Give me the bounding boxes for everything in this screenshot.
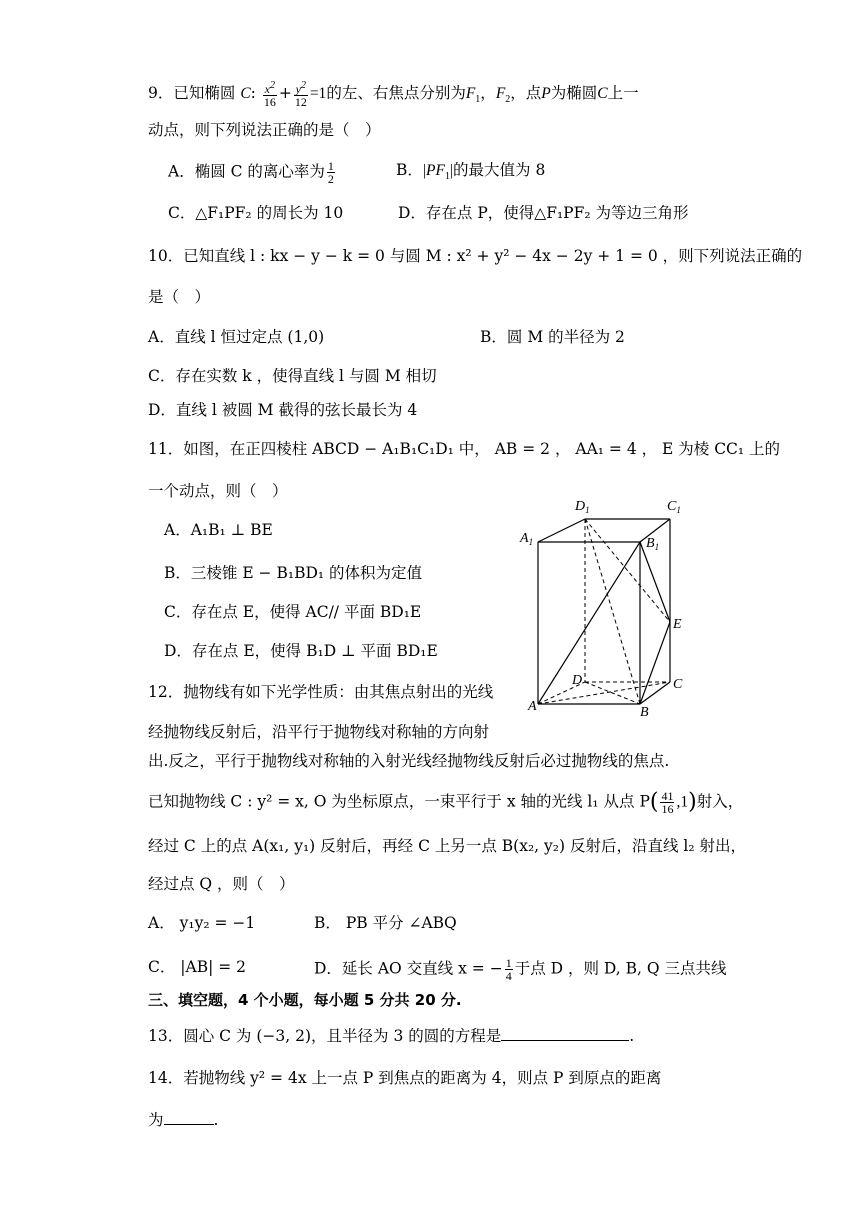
- q13-stem: 13．圆心 C 为 (−3, 2)，且半径为 3 的圆的方程是 .: [148, 1027, 635, 1045]
- q9-opt-a: A．椭圆 C 的离心率为 $\frac{1}{2}$: [168, 159, 334, 186]
- q10-opt-b: B．圆 M 的半径为 2: [480, 328, 625, 346]
- q12-opt-d: D．延长 AO 交直线 x = − $\frac{1}{4}$ 于点 D ，则 D, B, Q 三点共线: [314, 956, 727, 983]
- section-3-heading: 三、填空题，4 个小题，每小题 5 分共 20 分.: [148, 991, 462, 1009]
- label-b: B: [640, 705, 649, 720]
- q11-opt-a: A．A₁B₁ ⊥ BE: [164, 521, 273, 539]
- edge-a1d1: [538, 519, 585, 542]
- label-b1: $B_1$: [646, 536, 660, 552]
- q11-stem: 11．如图，在正四棱柱 ABCD − A₁B₁C₁D₁ 中， AB = 2 ， AA₁ = 4 ， E 为棱 CC₁ 上的: [148, 440, 781, 458]
- label-a1: $A_1$: [520, 531, 534, 547]
- label-c: C: [673, 677, 683, 692]
- q14-answer-blank[interactable]: [164, 1110, 214, 1125]
- label-e: E: [673, 617, 682, 632]
- label-d: D: [572, 673, 583, 688]
- frac-y2-12: $\frac{y^2}{12}$: [294, 80, 307, 109]
- q9-opt-d: D．存在点 P，使得△F₁PF₂ 为等边三角形: [398, 204, 689, 222]
- q12-line6: 经过点 Q ，则（ ）: [148, 875, 295, 893]
- q13-answer-blank[interactable]: [501, 1026, 629, 1041]
- label-a: A: [528, 699, 537, 714]
- q10-stem: 10．已知直线 l : kx − y − k = 0 与圆 M : x² + y² − 4x − 2y + 1 = 0 ，则下列说法正确的: [148, 247, 803, 265]
- q11-line2: 一个动点，则（ ）: [148, 482, 288, 500]
- q12-opt-c: C． |AB| = 2: [148, 958, 247, 976]
- q10-opt-c: C．存在实数 k ，使得直线 l 与圆 M 相切: [148, 367, 437, 385]
- q12-line5: 经过 C 上的点 A(x₁, y₁) 反射后，再经 C 上另一点 B(x₂, y₂) 反射后，沿直线 l₂ 射出，: [148, 837, 746, 855]
- label-d1: $D_1$: [575, 499, 590, 515]
- edge-db-hidden: [585, 682, 640, 704]
- edge-be: [640, 622, 670, 704]
- q11-opt-c: C．存在点 E，使得 AC// 平面 BD₁E: [164, 603, 422, 621]
- label-c1: $C_1$: [667, 499, 681, 515]
- q11-opt-d: D．存在点 E，使得 B₁D ⊥ 平面 BD₁E: [164, 642, 438, 660]
- q12-line1: 12．抛物线有如下光学性质：由其焦点射出的光线: [148, 683, 494, 701]
- q12-line3: 出.反之，平行于抛物线对称轴的入射光线经抛物线反射后必过抛物线的焦点.: [148, 752, 670, 770]
- q11-opt-b: B．三棱锥 E − B₁BD₁ 的体积为定值: [164, 564, 423, 582]
- q12-opt-b: B． PB 平分 ∠ABQ: [314, 914, 457, 932]
- q9-stem: 9．已知椭圆 C: $\frac{x^2}{16}$ + $\frac{y^2}{12}$ =1的左、右焦点分别为$F_1$，$F_2$，点P为椭圆C上一: [148, 80, 639, 109]
- edge-ac-hidden: [538, 682, 670, 704]
- edge-b1e: [640, 542, 670, 622]
- q9-opt-b: B．$|PF_1|$的最大值为 8: [396, 161, 546, 183]
- q10-line2: 是（ ）: [148, 288, 211, 306]
- q9-opt-c: C．△F₁PF₂ 的周长为 10: [168, 204, 344, 222]
- q14-line2: 为 .: [148, 1111, 219, 1129]
- q12-line2: 经抛物线反射后，沿平行于抛物线对称轴的方向射: [148, 723, 490, 741]
- q10-opt-a: A．直线 l 恒过定点 (1,0): [148, 328, 325, 346]
- frac-x2-16: $\frac{x^2}{16}$: [263, 80, 276, 109]
- edge-d1e-hidden: [585, 519, 670, 622]
- edge-c1b1: [640, 519, 670, 542]
- edge-ab1: [538, 542, 640, 704]
- q12-opt-a: A． y₁y₂ = −1: [148, 914, 256, 932]
- q14-line1: 14．若抛物线 y² = 4x 上一点 P 到焦点的距离为 4，则点 P 到原点的距离: [148, 1069, 662, 1087]
- prism-figure: [520, 492, 700, 720]
- q10-opt-d: D．直线 l 被圆 M 截得的弦长最长为 4: [148, 401, 418, 419]
- edge-d1b-hidden: [585, 519, 640, 704]
- q12-line4: 已知抛物线 C : y² = x, O 为坐标原点，一束平行于 x 轴的光线 l₁ 从点 P( $\frac{41}{16}$ ,1)射入，: [148, 789, 744, 816]
- q9-line2: 动点，则下列说法正确的是（ ）: [148, 121, 381, 139]
